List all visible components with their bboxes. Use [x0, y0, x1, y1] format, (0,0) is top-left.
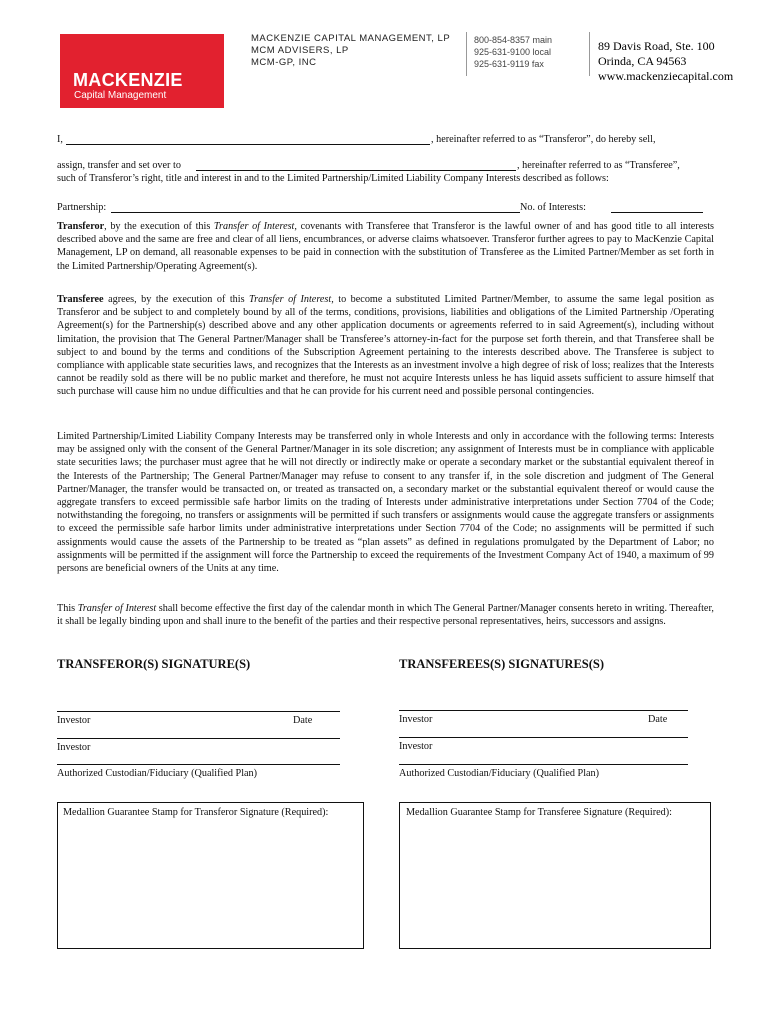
p2-text: agrees, by the execution of this — [103, 294, 250, 305]
interest-description: such of Transferor’s right, title and interest in and to the Limited Partnership/Limited Liability Company Interests described as follows: — [57, 173, 609, 184]
transferor-lead: Transferor — [57, 221, 105, 232]
effective-date-paragraph — [57, 602, 714, 628]
partnership-field[interactable] — [111, 212, 520, 213]
transferor-suffix: , hereinafter referred to as “Transferor”, do hereby sell, — [431, 134, 656, 145]
transferor-name-field[interactable] — [66, 144, 430, 145]
phone-numbers — [474, 34, 552, 70]
p4-text: This — [57, 603, 78, 614]
transferee-agreement-paragraph — [57, 293, 714, 399]
stamp-label: Medallion Guarantee Stamp for Transferor Signature (Required): — [63, 807, 329, 818]
firm-names — [251, 33, 450, 69]
transferor-covenant-paragraph — [57, 220, 714, 273]
transferor-signature-heading: TRANSFEROR(S) SIGNATURE(S) — [57, 657, 251, 671]
transferor-investor-signature-line-2[interactable] — [57, 738, 340, 739]
custodian-label: Authorized Custodian/Fiduciary (Qualified Plan) — [57, 768, 258, 779]
investor-label: Investor — [399, 741, 433, 752]
transferee-name-field[interactable] — [196, 170, 516, 171]
firm-name: MCM-GP, INC — [251, 57, 317, 68]
transferee-custodian-signature-line[interactable] — [399, 764, 688, 765]
transferor-medallion-stamp-box[interactable] — [57, 802, 364, 949]
header-divider — [589, 32, 590, 76]
p1-italic: Transfer of Interest — [213, 221, 295, 232]
date-label: Date — [293, 715, 313, 726]
phone-fax: 925-631-9119 fax — [474, 59, 544, 69]
transferee-signature-heading: TRANSFEREES(S) SIGNATURES(S) — [399, 657, 605, 671]
transferor-prefix: I, — [57, 134, 63, 145]
interests-label: No. of Interests: — [520, 202, 586, 213]
transferee-prefix: assign, transfer and set over to — [57, 160, 181, 171]
header-divider — [466, 32, 467, 76]
transferor-investor-signature-line[interactable] — [57, 711, 340, 712]
transferor-custodian-signature-line[interactable] — [57, 764, 340, 765]
investor-label: Investor — [399, 714, 433, 725]
address-city: Orinda, CA 94563 — [598, 54, 687, 68]
p1-text: , covenants with Transferee that Transferor is the lawful owner of and has good title to all interests described above and the same are free and clear of all liens, encumbrances, or adverse claims whatsoever. Transferor further agrees to pay to MacKenzie Capital Management, LP on demand, all reasonable expenses to be paid in connection with the substitution of Transferee as the Limited Partner/Member as set forth in the Limited Partnership/Operating Agreement(s). — [57, 221, 714, 272]
phone-main: 800-854-8357 main — [474, 35, 553, 45]
mackenzie-logo — [60, 34, 224, 108]
logo-name: MACKENZIE — [73, 70, 183, 90]
p1-text: , by the execution of this — [104, 221, 214, 232]
transferee-suffix: , hereinafter referred to as “Transferee”, — [517, 160, 680, 171]
interests-field[interactable] — [611, 212, 703, 213]
transferee-medallion-stamp-box[interactable] — [399, 802, 711, 949]
company-address — [598, 39, 733, 84]
address-street: 89 Davis Road, Ste. 100 — [598, 39, 715, 53]
firm-name: MCM ADVISERS, LP — [251, 45, 349, 56]
transfer-terms-paragraph: Limited Partnership/Limited Liability Company Interests may be transferred only in whole Interests and only in accordance with the following terms: Interests may be assigned only with the consent of the General Partner/Manager in its sole discretion; any assignment of Interests must be in compliance with applicable state securities laws; the purchaser must agree that he will not directly or indirectly make or operate a secondary market or the substantial equivalent thereof in the Interests of the Partnership; The General Partner/Manager may refuse to consent to any transfer if, in the sole discretion and judgment of The General Partner/Manager, the transfer would be transacted on, or treated as transacted on, a secondary market or the substantial equivalent thereof or would cause the aggregate transfers to exceed permissible safe harbor limits on the trading of Interests under administrative interpretations under Section 7704 of the Code; notwithstanding the foregoing, no transfers or assignments will be permitted if such transfers or assignments would cause the aggregate transfers or assignments to exceed the permissible safe harbor limits under administrative interpretations under Section 7704 of the Code; no assignments will be permitted if such assignments would cause the assets of the Partnership to be treated as “plan assets” as defined in regulations promulgated by the Department of Labor; no assignments will be permitted if the assignment will force the Partnership to exceed the requirements of the Investment Company Act of 1940, a maximum of 99 persons are beneficial owners of the Units at any time. — [57, 431, 714, 575]
transferee-investor-signature-line-2[interactable] — [399, 737, 688, 738]
stamp-label: Medallion Guarantee Stamp for Transferee Signature (Required): — [406, 807, 672, 818]
investor-label: Investor — [57, 742, 91, 753]
logo-subtitle: Capital Management — [74, 90, 167, 101]
p4-text: shall become effective the first day of the calendar month in which The General Partner/Manager consents hereto in writing. Thereafter, it shall be legally binding upon and shall inure to the benefit of the parties and their respective personal representatives, heirs, successors and assigns. — [57, 603, 714, 628]
p4-italic: Transfer of Interest — [77, 603, 157, 614]
custodian-label: Authorized Custodian/Fiduciary (Qualified Plan) — [399, 768, 600, 779]
address-website: www.mackenziecapital.com — [598, 69, 734, 83]
p2-text: , to become a substituted Limited Partner/Member, to assume the same legal position as Transferor and be subject to and completely bound by all of the terms, conditions, provisions, liabilities and obligations of the Limited Partnership /Operating Agreement(s) for the Partnership(s) described above and any other application documents or agreements referred to in said Agreement(s), including without limitation, the provision that The General Partner/Manager shall be Transferee’s attorney-in-fact for the purpose set forth therein, and that Transferee shall be subject to and bound by the terms and conditions of the Subscription Agreement pertaining to the interests described above. The Transferee is subject to compliance with applicable state securities laws, and recognizes that the Interests as an investment involve a high degree of risk of loss; realizes that the Interests cannot be readily sold as there will be no public market and therefore, he must not acquire Interests unless he has liquid assets sufficient to assure himself that such purchase will cause him no undue difficulties and that he can provide for his current need and possible personal contingencies. — [57, 294, 714, 398]
partnership-label: Partnership: — [57, 202, 107, 213]
date-label: Date — [648, 714, 668, 725]
p2-italic: Transfer of Interest — [249, 294, 332, 305]
phone-local: 925-631-9100 local — [474, 47, 552, 57]
investor-label: Investor — [57, 715, 91, 726]
firm-name: MACKENZIE CAPITAL MANAGEMENT, LP — [251, 33, 451, 44]
transferee-lead: Transferee — [57, 294, 104, 305]
transferee-investor-signature-line[interactable] — [399, 710, 688, 711]
